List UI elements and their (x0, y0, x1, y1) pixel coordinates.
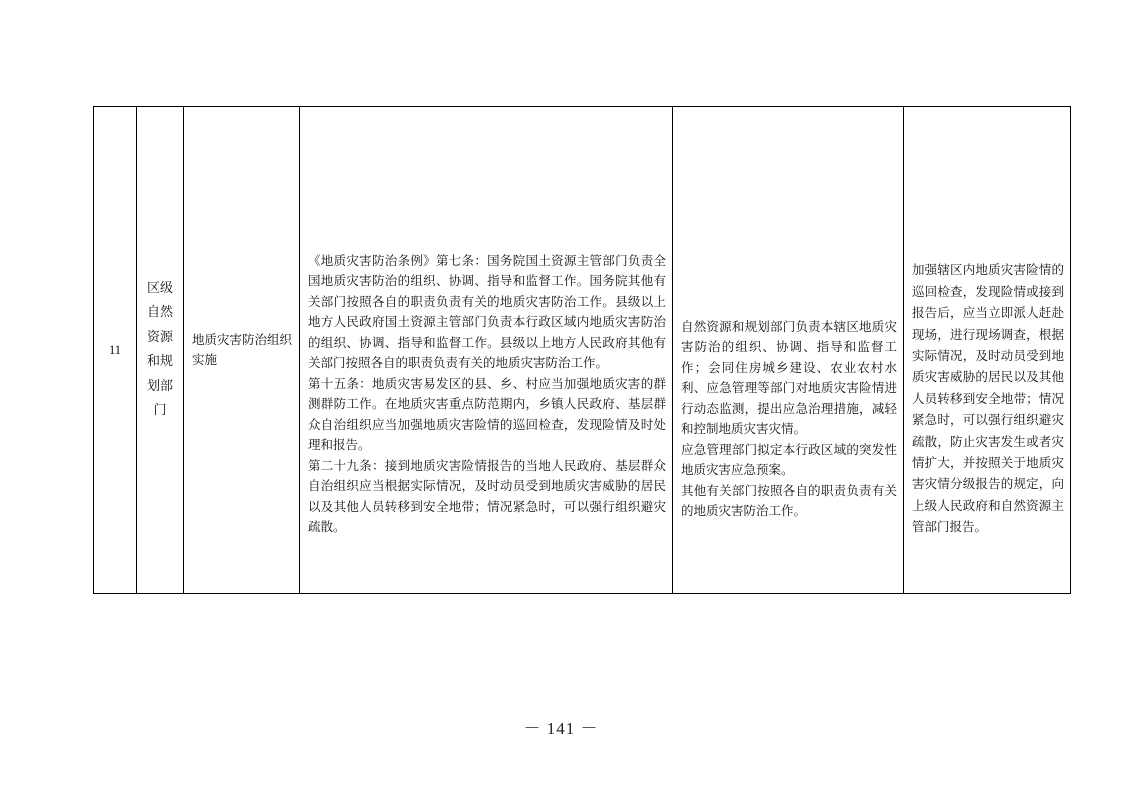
item-cell (184, 107, 300, 594)
legal-basis-paragraph: 《地质灾害防治条例》第七条：国务院国土资源主管部门负责全国地质灾害防治的组织、协调、指导和监督工作。国务院其他有关部门按照各自的职责负责有关的地质灾害防治工作。县级以上地方人民政府国土资源主管部门负责本行政区域内地质灾害防治的组织、协调、指导和监督工作。县级以上地方人民政府其他有关部门按照各自的职责负责有关的地质灾害防治工作。 (308, 252, 666, 370)
duty-paragraph: 自然资源和规划部门负责本辖区地质灾害防治的组织、协调、指导和监督工作；会同住房城乡建设、农业农村水利、应急管理等部门对地质灾害险情进行动态监测，提出应急治理措施，减轻和控制地质灾害灾情。 (681, 318, 897, 436)
row-number: 11 (108, 342, 122, 357)
table-row (94, 107, 1071, 594)
legal-basis-paragraph: 第二十九条：接到地质灾害险情报告的当地人民政府、基层群众自治组织应当根据实际情况，及时动员受到地质灾害威胁的居民以及其他人员转移到安全地带；情况紧急时，可以强行组织避灾疏散。 (308, 457, 666, 534)
legal-basis-cell (300, 107, 673, 594)
item-name: 地质灾害防治组织实施 (192, 331, 293, 367)
responsibility-cell (904, 107, 1071, 594)
row-number-cell (94, 107, 137, 594)
department-name: 区级自然资源和规划部门 (146, 280, 173, 418)
duty-paragraph: 应急管理部门拟定本行政区域的突发性地质灾害应急预案。 (681, 441, 897, 477)
department-cell (137, 107, 184, 594)
department-duties-cell (673, 107, 904, 594)
legal-basis-paragraph: 第十五条：地质灾害易发区的县、乡、村应当加强地质灾害的群测群防工作。在地质灾害重点防范期内，乡镇人民政府、基层群众自治组织应当加强地质灾害险情的巡回检查，发现险情及时处理和报告。 (308, 375, 666, 452)
responsibility-text: 加强辖区内地质灾害险情的巡回检查，发现险情或接到报告后，应当立即派人赶赴现场，进行现场调查，根据实际情况，及时动员受到地质灾害威胁的居民以及其他人员转移到安全地带；情况紧急时，可以强行组织避灾疏散，防止灾害发生或者灾情扩大，并按照关于地质灾害灾情分级报告的规定，向上级人民政府和自然资源主管部门报告。 (912, 262, 1064, 535)
page-number: － 141 － (523, 719, 599, 738)
duty-paragraph: 其他有关部门按照各自的职责负责有关的地质灾害防治工作。 (681, 482, 897, 518)
responsibility-table (93, 106, 1071, 594)
responsibility-table-container (93, 106, 1070, 594)
